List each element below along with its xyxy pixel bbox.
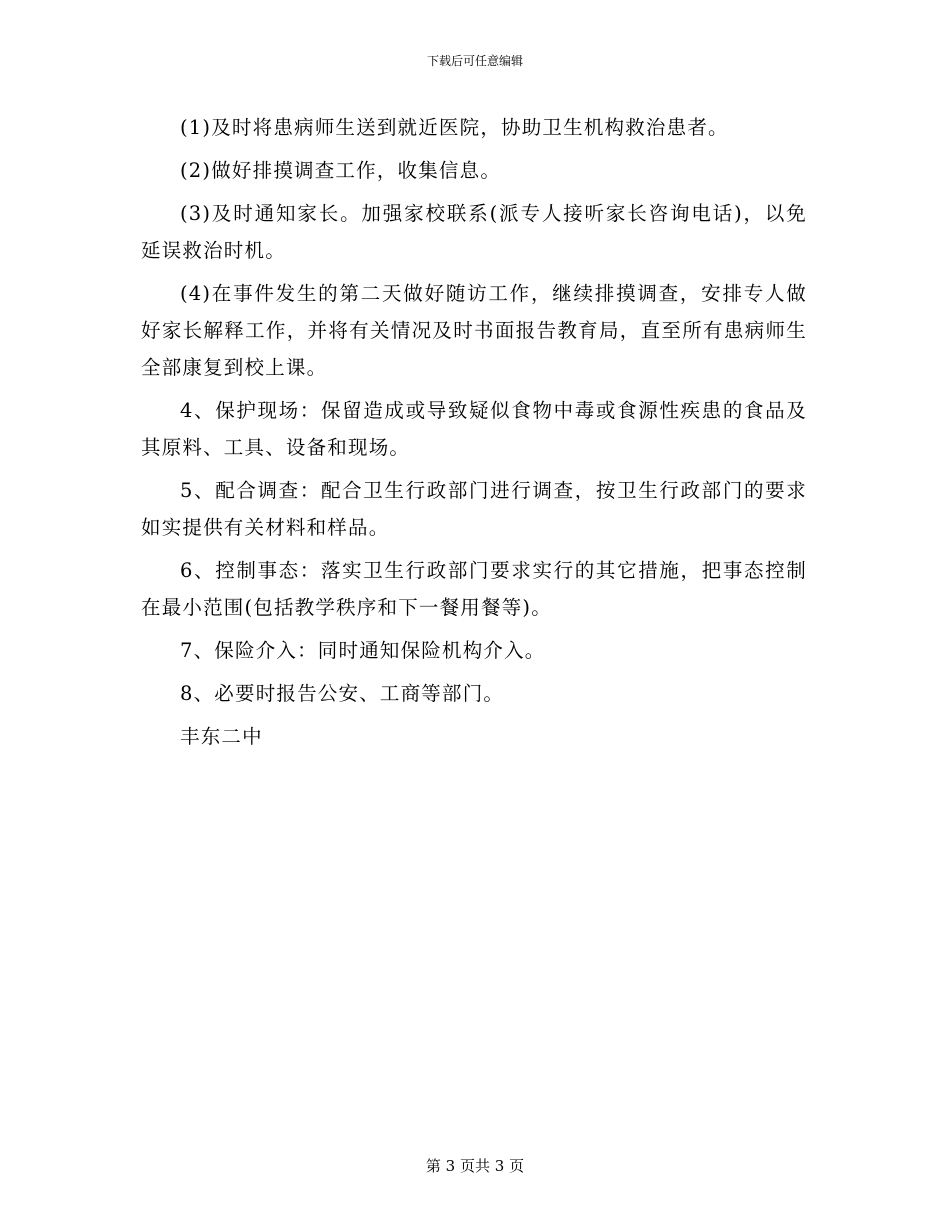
- section-insurance: 7、保险介入：同时通知保险机构介入。: [180, 639, 546, 662]
- paragraph-item-4: (4)在事件发生的第二天做好随访工作，继续排摸调查，安排专人做好家长解释工作，并将有关情况及时书面报告教育局，直至所有患病师生全部康复到校上课。: [141, 282, 807, 379]
- section-control-situation: 6、控制事态：落实卫生行政部门要求实行的其它措施，把事态控制在最小范围(包括教学秩序和下一餐用餐等)。: [141, 559, 807, 619]
- paragraph-item-2: (2)做好排摸调查工作，收集信息。: [180, 159, 502, 182]
- paragraph-item-1: (1)及时将患病师生送到就近医院，协助卫生机构救治患者。: [180, 116, 729, 139]
- section-report-authorities: 8、必要时报告公安、工商等部门。: [180, 682, 505, 705]
- document-body: [141, 109, 807, 761]
- section-cooperate-investigation: 5、配合调查：配合卫生行政部门进行调查，按卫生行政部门的要求如实提供有关材料和样品。: [141, 479, 807, 539]
- signature-school-name: 丰东二中: [180, 725, 263, 748]
- page-header: 下载后可任意编辑: [426, 54, 523, 68]
- section-protect-scene: 4、保护现场：保留造成或导致疑似食物中毒或食源性疾患的食品及其原料、工具、设备和现场。: [141, 399, 807, 459]
- paragraph-item-3: (3)及时通知家长。加强家校联系(派专人接听家长咨询电话)，以免延误救治时机。: [141, 202, 807, 262]
- page-number: 第 3 页共 3 页: [425, 1157, 525, 1175]
